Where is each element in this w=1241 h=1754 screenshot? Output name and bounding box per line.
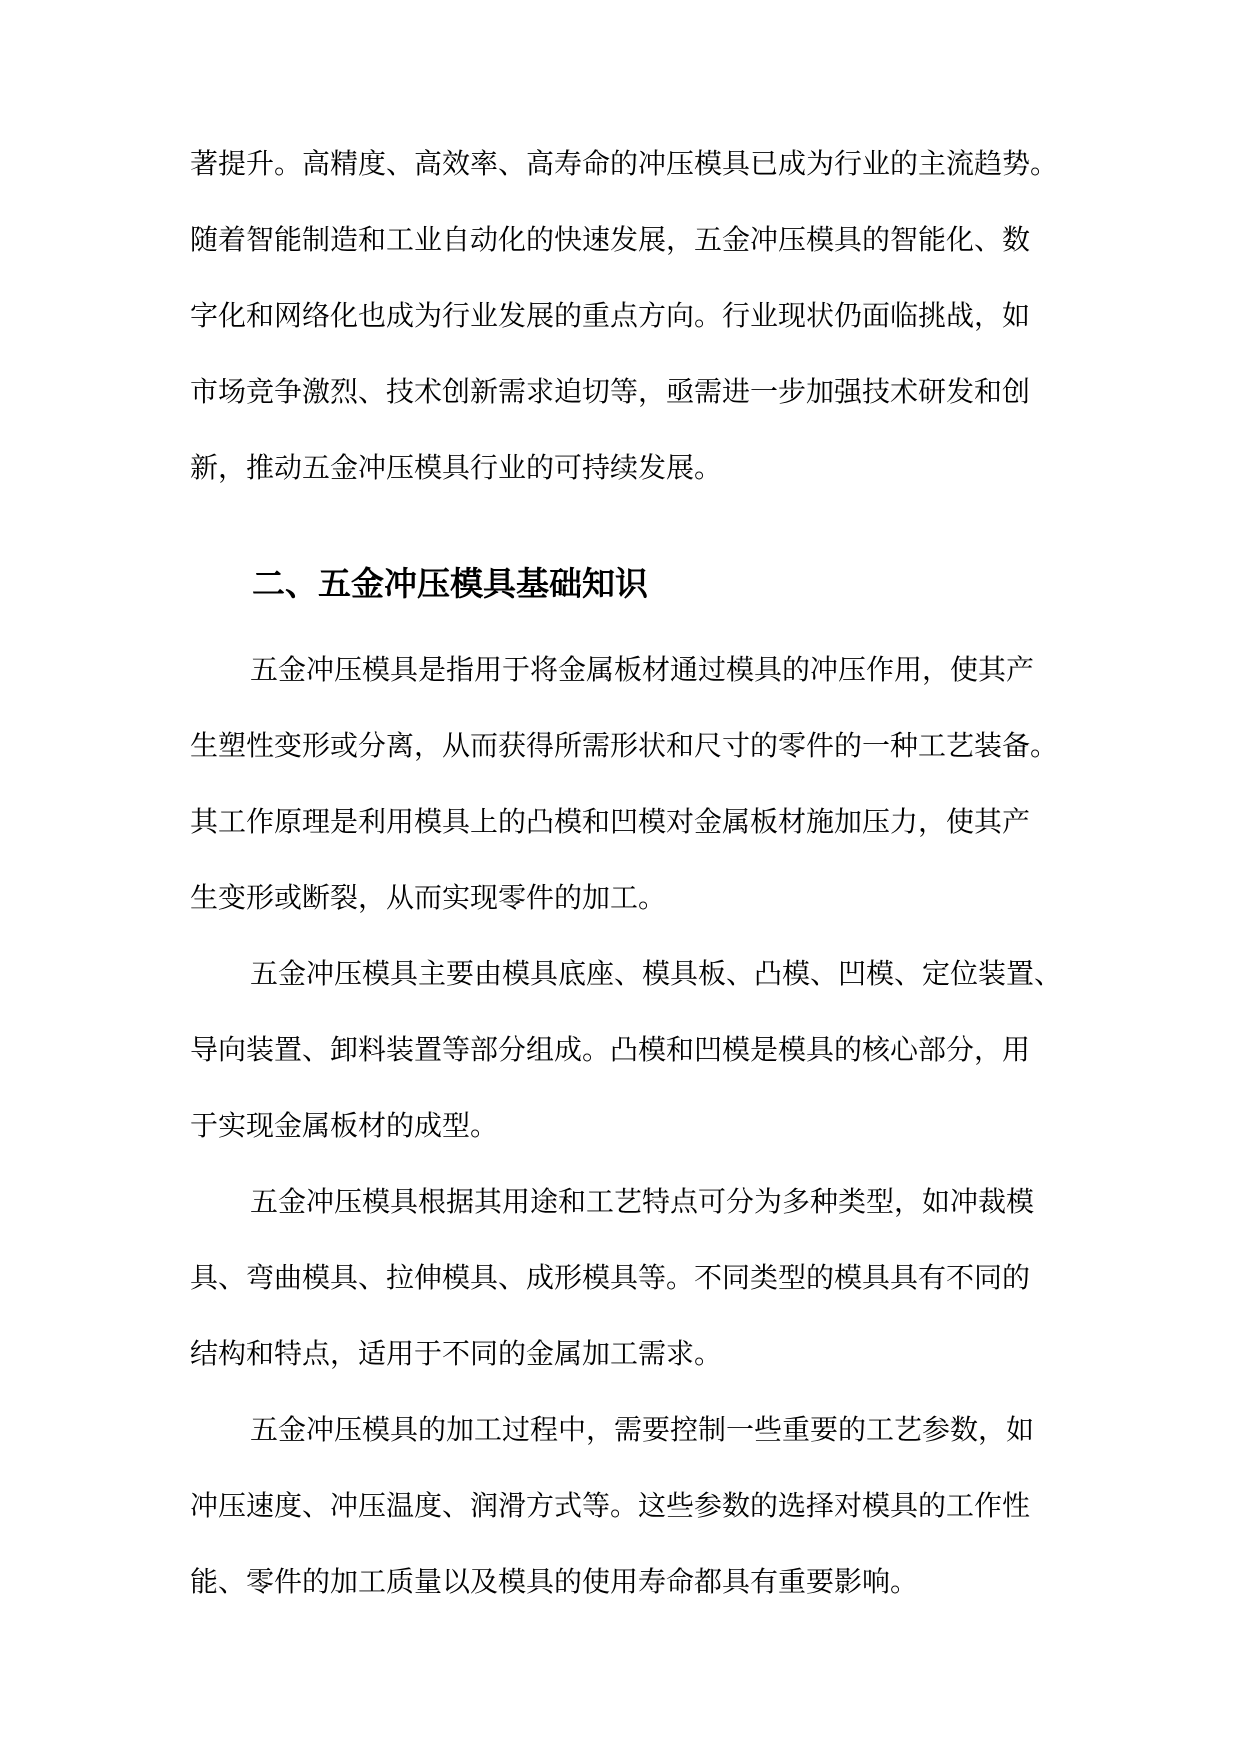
paragraph4-line-2: 冲压速度、冲压温度、润滑方式等。这些参数的选择对模具的工作性 [190,1489,1031,1522]
paragraph2-line-1: 五金冲压模具主要由模具底座、模具板、凸模、凹模、定位装置、 [250,957,1063,990]
paragraph3-line-3: 结构和特点，适用于不同的金属加工需求。 [190,1337,723,1370]
paragraph3-line-2: 具、弯曲模具、拉伸模具、成形模具等。不同类型的模具具有不同的 [190,1261,1031,1294]
paragraph4-line-3: 能、零件的加工质量以及模具的使用寿命都具有重要影响。 [190,1565,919,1598]
intro-line-2: 随着智能制造和工业自动化的快速发展，五金冲压模具的智能化、数 [190,223,1031,256]
intro-line-4: 市场竞争激烈、技术创新需求迫切等，亟需进一步加强技术研发和创 [190,375,1031,408]
paragraph2-line-2: 导向装置、卸料装置等部分组成。凸模和凹模是模具的核心部分，用 [190,1033,1031,1066]
paragraph1-line-2: 生塑性变形或分离，从而获得所需形状和尺寸的零件的一种工艺装备。 [190,729,1059,762]
paragraph2-line-3: 于实现金属板材的成型。 [190,1109,499,1142]
intro-line-3: 字化和网络化也成为行业发展的重点方向。行业现状仍面临挑战，如 [190,299,1031,332]
paragraph4-line-1: 五金冲压模具的加工过程中，需要控制一些重要的工艺参数，如 [250,1413,1035,1446]
intro-line-1: 著提升。高精度、高效率、高寿命的冲压模具已成为行业的主流趋势。 [190,147,1059,180]
paragraph1-line-4: 生变形或断裂，从而实现零件的加工。 [190,881,667,914]
paragraph1-line-1: 五金冲压模具是指用于将金属板材通过模具的冲压作用，使其产 [250,653,1035,686]
paragraph3-line-1: 五金冲压模具根据其用途和工艺特点可分为多种类型，如冲裁模 [250,1185,1035,1218]
section-heading: 二、五金冲压模具基础知识 [252,564,648,603]
paragraph1-line-3: 其工作原理是利用模具上的凸模和凹模对金属板材施加压力，使其产 [190,805,1031,838]
intro-line-5: 新，推动五金冲压模具行业的可持续发展。 [190,451,723,484]
